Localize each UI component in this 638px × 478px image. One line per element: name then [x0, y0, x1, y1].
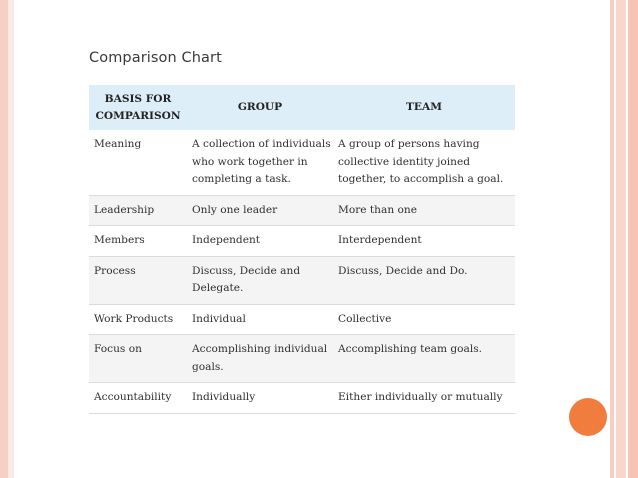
cell-basis: Focus on	[89, 335, 187, 383]
cell-basis: Leadership	[89, 195, 187, 226]
cell-team: Discuss, Decide and Do.	[333, 256, 515, 304]
header-basis-line2: COMPARISON	[95, 109, 181, 122]
cell-group: A collection of individuals who work together in completing a task.	[187, 130, 333, 195]
table-row	[89, 195, 515, 226]
left-decorative-stripe	[0, 0, 8, 478]
table-row	[89, 304, 515, 335]
cell-group: Discuss, Decide and Delegate.	[187, 256, 333, 304]
table-row	[89, 256, 515, 304]
comparison-table	[89, 85, 515, 414]
table-row	[89, 130, 515, 195]
header-team: TEAM	[333, 85, 515, 130]
cell-group: Only one leader	[187, 195, 333, 226]
cell-basis: Process	[89, 256, 187, 304]
cell-group: Accomplishing individual goals.	[187, 335, 333, 383]
cell-team: Interdependent	[333, 226, 515, 257]
cell-basis: Members	[89, 226, 187, 257]
table-row	[89, 226, 515, 257]
cell-basis: Accountability	[89, 383, 187, 414]
cell-team: Collective	[333, 304, 515, 335]
table-row	[89, 335, 515, 383]
orange-circle-decoration	[569, 398, 607, 436]
slide-heading: Comparison Chart	[89, 50, 222, 66]
header-basis-line1: BASIS FOR	[104, 92, 172, 105]
cell-basis: Work Products	[89, 304, 187, 335]
cell-group: Individually	[187, 383, 333, 414]
cell-team: More than one	[333, 195, 515, 226]
table-header-row	[89, 85, 515, 130]
cell-basis: Meaning	[89, 130, 187, 195]
cell-team: A group of persons having collective identity joined together, to accomplish a goal.	[333, 130, 515, 195]
header-group: GROUP	[187, 85, 333, 130]
table-row	[89, 383, 515, 414]
cell-team: Either individually or mutually	[333, 383, 515, 414]
cell-team: Accomplishing team goals.	[333, 335, 515, 383]
right-decorative-stripes	[610, 0, 638, 478]
cell-group: Individual	[187, 304, 333, 335]
header-basis	[89, 85, 187, 130]
cell-group: Independent	[187, 226, 333, 257]
